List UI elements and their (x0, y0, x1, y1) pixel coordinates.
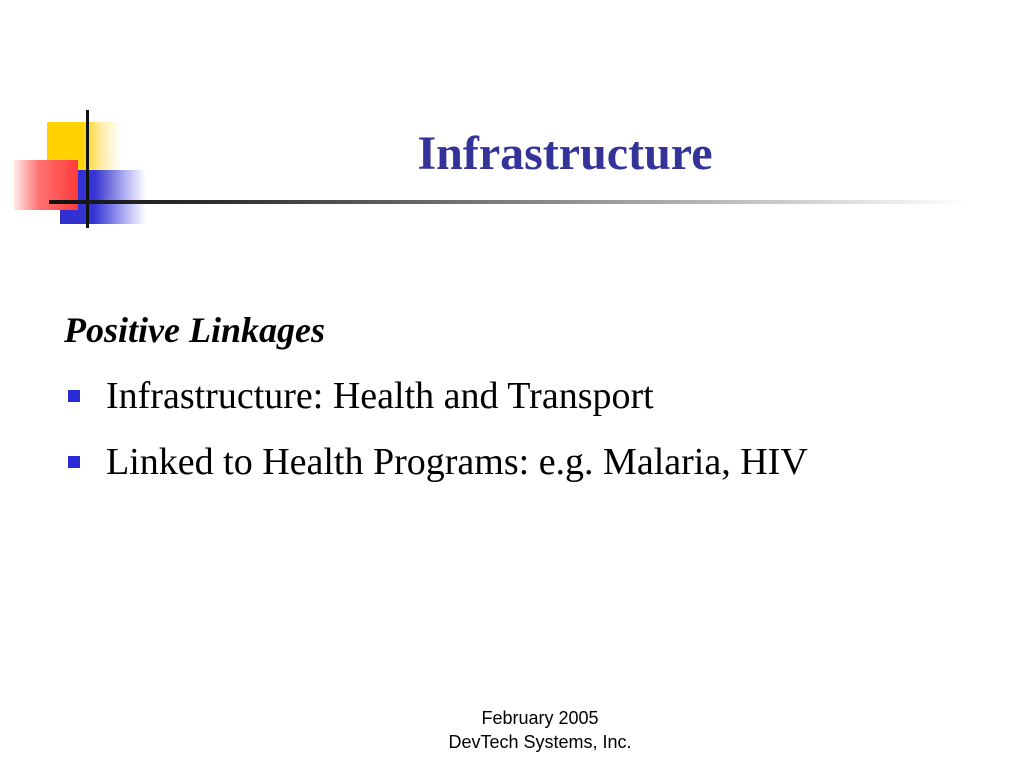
vertical-rule (86, 110, 89, 228)
square-bullet-icon (68, 390, 80, 402)
slide-title: Infrastructure (417, 127, 713, 180)
footer-date: February 2005 (481, 708, 599, 728)
subheading: Positive Linkages (64, 310, 325, 350)
decorative-logo-blocks (0, 0, 150, 240)
bullet-text: Linked to Health Programs: e.g. Malaria, HIV (106, 441, 808, 483)
bullet-item (64, 370, 964, 422)
slide-body (64, 304, 964, 502)
title-underline-rule (49, 200, 969, 204)
bullet-text: Infrastructure: Health and Transport (106, 375, 654, 417)
slide-footer (380, 706, 700, 754)
footer-organization: DevTech Systems, Inc. (448, 732, 632, 752)
bullet-item (64, 436, 964, 488)
bullet-list (64, 370, 964, 488)
square-bullet-icon (68, 456, 80, 468)
